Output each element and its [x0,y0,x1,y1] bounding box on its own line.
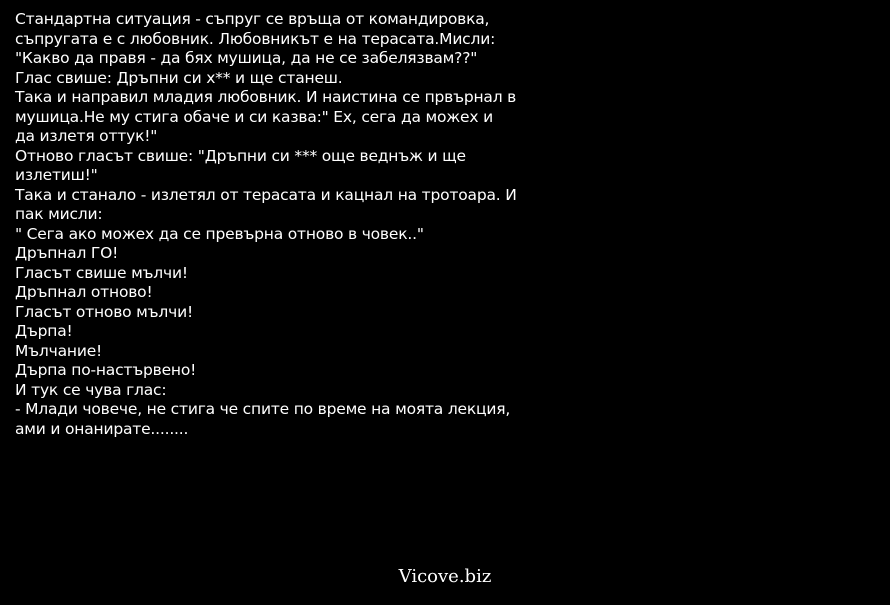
joke-line: - Млади човече, не стига че спите по време на моята лекция, [15,400,511,418]
joke-line: Гласът отново мълчи! [15,302,193,321]
joke-line: Дърпа! [15,322,73,340]
joke-line: Отново гласът свише: "Дръпни си *** още веднъж и ще [15,146,466,165]
joke-line: Глас свише: Дръпни си х** и ще станеш. [15,68,343,87]
joke-line: Гласът свише мълчи! [15,263,188,282]
joke-line: Така и направил младия любовник. И наистина се првърнал в [15,88,517,106]
joke-line: излетиш!" [15,166,98,184]
joke-line: Дръпнал отново! [15,283,153,301]
joke-line: Дърпа по-настървено! [15,361,197,379]
joke-line: "Какво да правя - да бях мушица, да не се забелязвам??" [15,49,478,67]
joke-line: мушица.Не му стига обаче и си казва:" Ех, сега да можех и [15,107,493,126]
joke-line: Дръпнал ГО! [15,244,119,262]
joke-line: пак мисли: [15,205,103,223]
joke-line: Така и станало - излетял от терасата и кацнал на тротоара. И [15,185,517,204]
site-watermark: Vicove.biz [398,566,492,587]
joke-line: И тук се чува глас: [15,380,167,399]
joke-line: Стандартна ситуация - съпруг се връща от командировка, [15,10,490,28]
joke-line: да излетя оттук!" [15,127,158,145]
joke-line: Мълчание! [15,341,103,360]
joke-line: " Сега ако можех да се превърна отново в човек.." [15,224,424,243]
joke-line: съпругата е с любовник. Любовникът е на терасата.Мисли: [15,29,496,48]
joke-line: ами и онанирате........ [15,419,189,438]
joke-text [15,10,595,439]
